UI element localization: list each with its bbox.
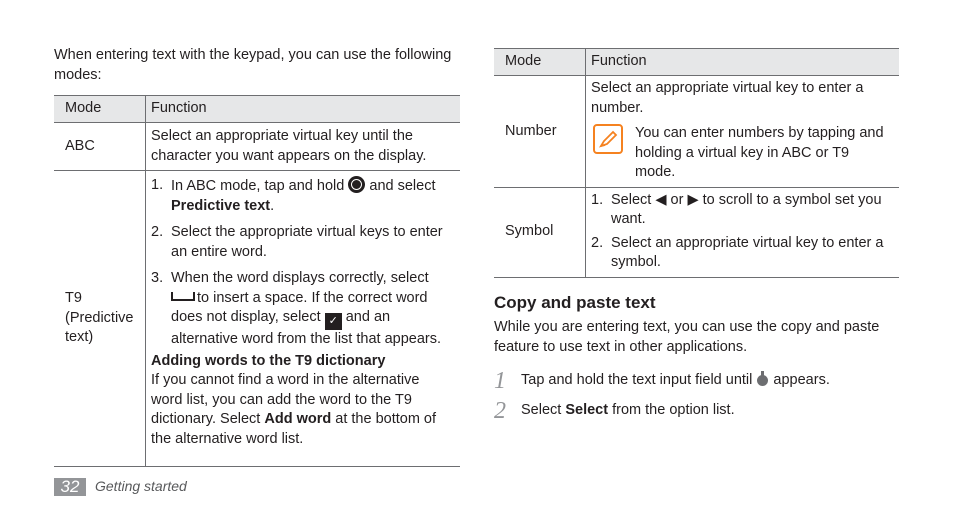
mode-t9: T9 (Predictive text) <box>54 171 146 467</box>
t9-dictionary-text: If you cannot find a word in the alternative word list, you can add the word to the T9 dictionary. Select Add word at the bottom of the alternative word list. <box>151 372 437 447</box>
note-text: You can enter numbers by tapping and holding a virtual key in ABC or T9 mode. <box>635 125 884 180</box>
copy-paste-heading: Copy and paste text <box>494 293 656 312</box>
text-cursor-pin-icon <box>756 371 769 387</box>
header-mode: Mode <box>494 49 586 76</box>
note-pencil-icon <box>593 124 623 154</box>
copy-paste-paragraph: While you are entering text, you can use the copy and paste feature to use text in other applications. <box>494 319 880 355</box>
header-mode: Mode <box>54 96 146 123</box>
copy-paste-step-2: 2 Select Select from the option list. <box>494 398 735 424</box>
row-number <box>494 76 899 188</box>
t9-dictionary-heading: Adding words to the T9 dictionary <box>151 352 386 369</box>
header-function: Function <box>586 49 900 76</box>
row-symbol <box>494 187 899 277</box>
number-note <box>591 124 893 183</box>
intro-text: When entering text with the keypad, you can use the following modes: <box>54 47 452 83</box>
right-modes-table <box>494 48 899 278</box>
mode-symbol: Symbol <box>494 187 586 277</box>
page-number: 32 <box>54 478 86 496</box>
row-abc <box>54 123 460 171</box>
copy-paste-step-1: 1 Tap and hold the text input field until appears. <box>494 368 830 394</box>
row-t9 <box>54 171 460 467</box>
section-title: Getting started <box>95 478 187 494</box>
globe-icon <box>348 176 365 193</box>
down-arrow-key-icon: ✓ <box>325 313 342 330</box>
t9-step-2: 2. Select the appropriate virtual keys to enter an entire word. <box>151 224 443 260</box>
symbol-steps <box>591 191 893 273</box>
page-footer <box>54 477 187 497</box>
symbol-step-2: 2. Select an appropriate virtual key to enter a symbol. <box>591 234 884 270</box>
t9-step-1: 1. In ABC mode, tap and hold and select Predictive text. <box>151 177 436 214</box>
symbol-step-1: 1. Select ◀ or ▶ to scroll to a symbol set you want. <box>591 191 882 227</box>
t9-step-3: 3. When the word displays correctly, select to insert a space. If the correct word does not display, select ✓ and an alternative word from the list that appears. <box>151 270 441 347</box>
left-triangle-icon: ◀ <box>655 191 667 208</box>
t9-steps <box>151 176 454 350</box>
function-number: Select an appropriate virtual key to enter a number. <box>591 80 864 116</box>
left-modes-table <box>54 95 460 467</box>
function-abc: Select an appropriate virtual key until the character you want appears on the display. <box>146 123 461 171</box>
mode-abc: ABC <box>54 123 146 171</box>
space-key-icon <box>171 292 195 301</box>
right-triangle-icon: ▶ <box>687 191 699 208</box>
mode-number: Number <box>494 76 586 188</box>
header-function: Function <box>146 96 461 123</box>
